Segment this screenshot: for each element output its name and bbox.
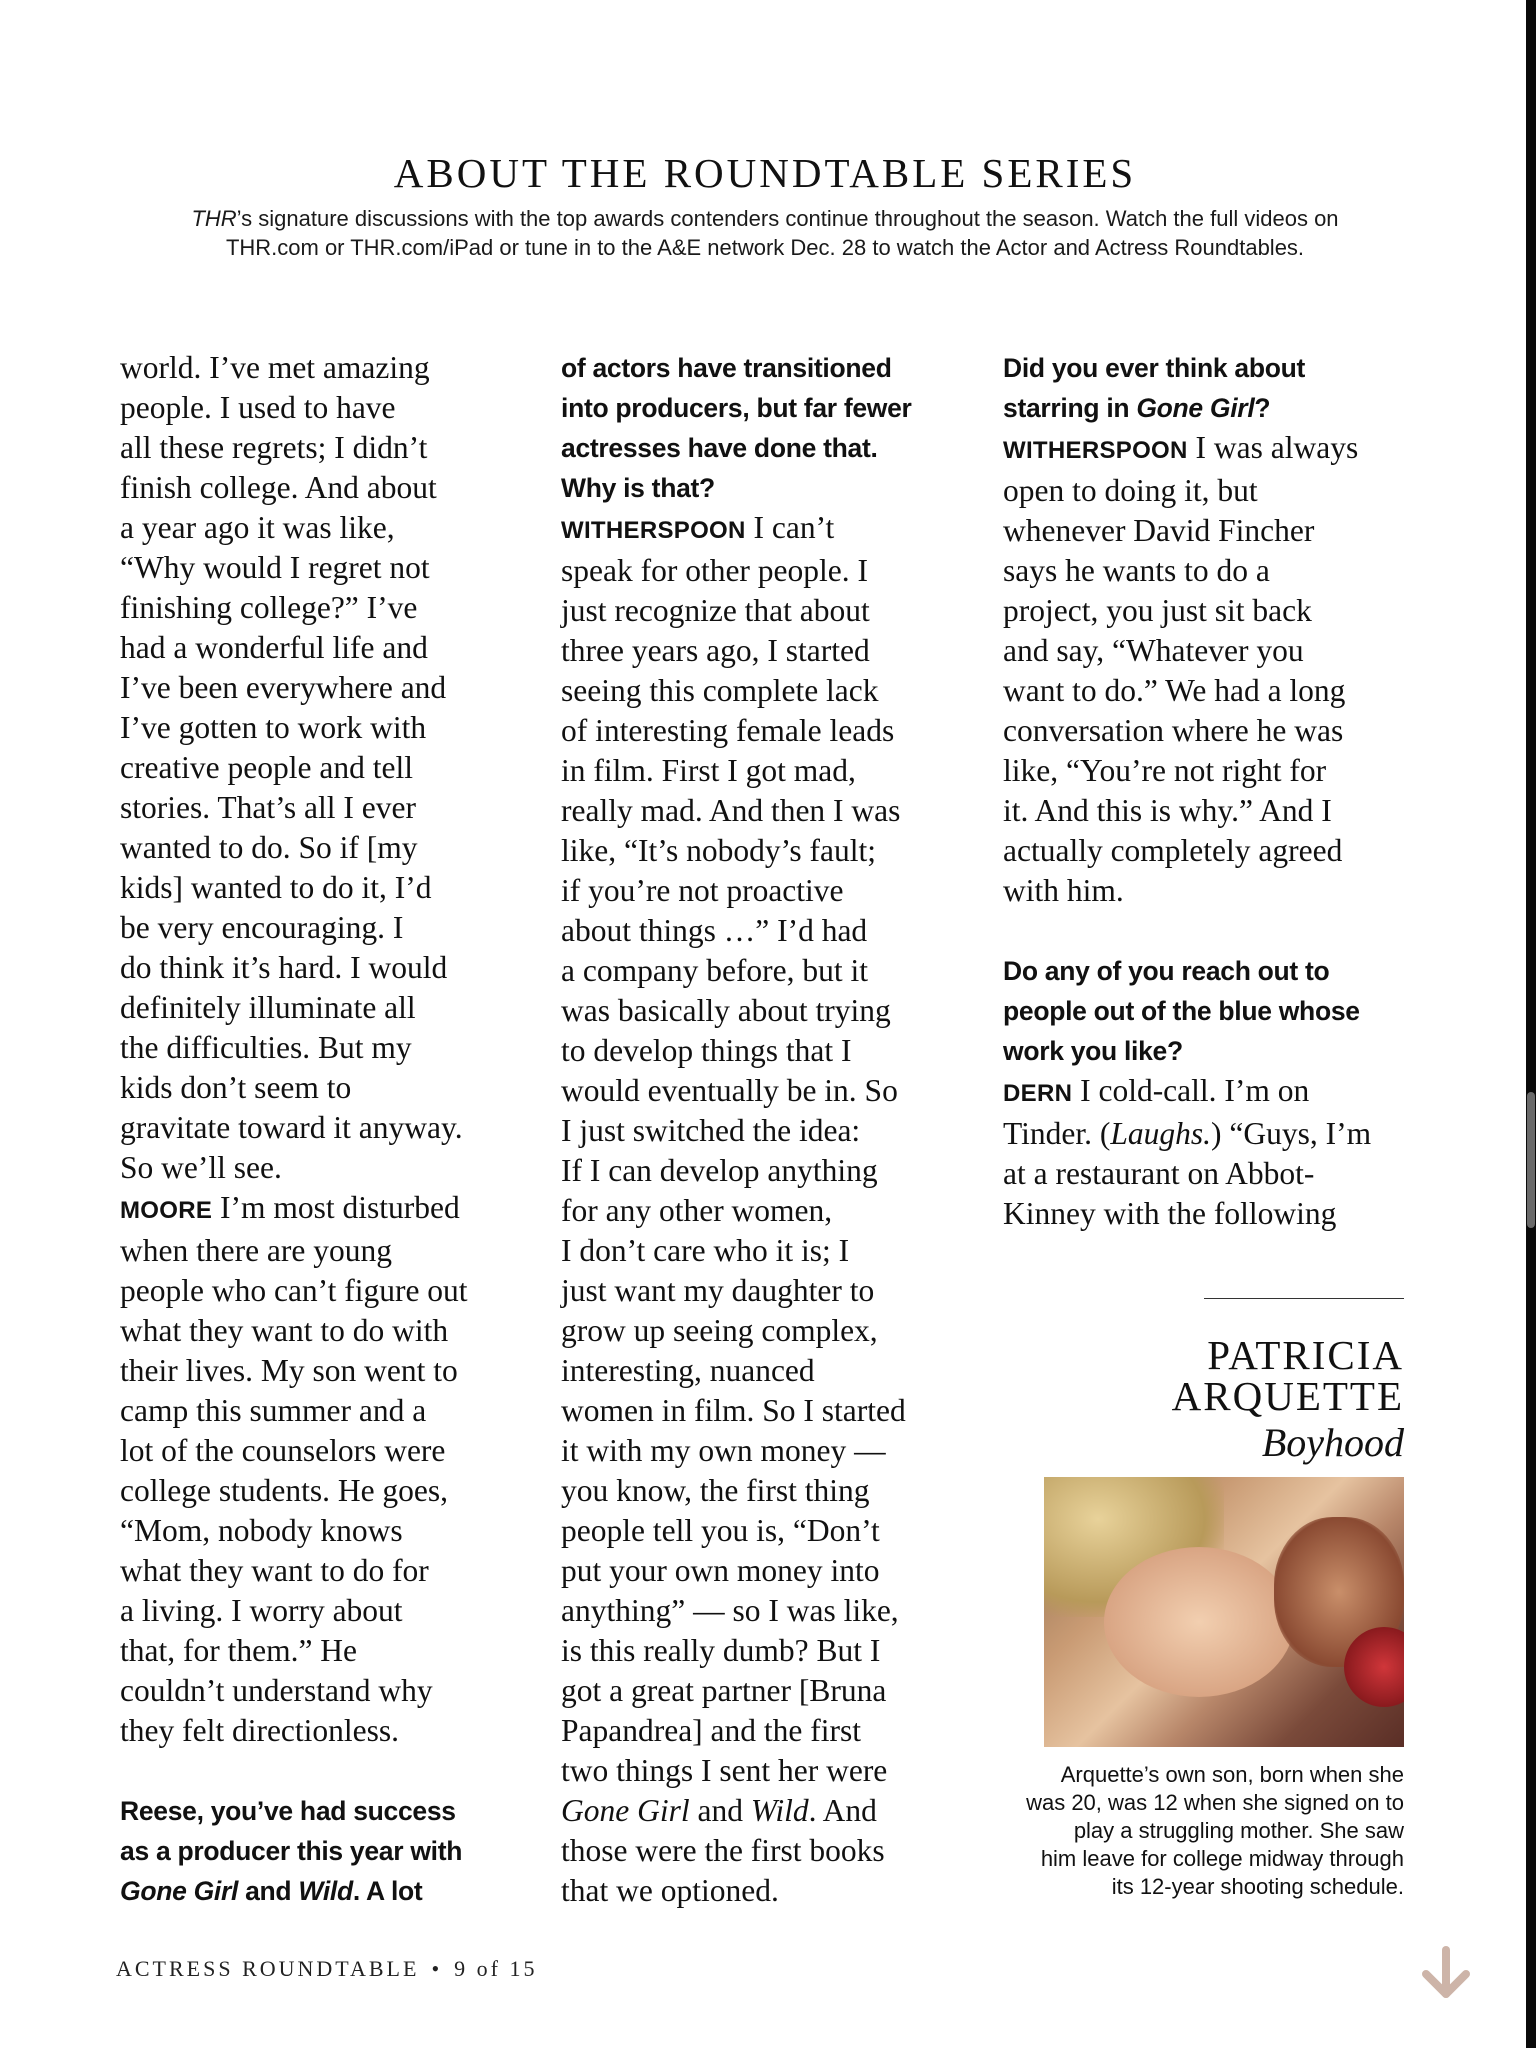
text-line: just recognize that about xyxy=(561,593,870,628)
film-title: Gone Girl xyxy=(1136,393,1255,423)
text-line: really mad. And then I was xyxy=(561,793,901,828)
text-line xyxy=(1003,428,1423,471)
text-line: three years ago, I started xyxy=(561,633,870,668)
text-line: a year ago it was like, xyxy=(120,510,395,545)
boyhood-still-photo xyxy=(1044,1477,1404,1747)
text-line: I’ve been everywhere and xyxy=(120,670,447,705)
text-line: world. I’ve met amazing xyxy=(120,350,430,385)
answer-text: and xyxy=(689,1793,751,1828)
question-text: . A lot xyxy=(352,1876,423,1906)
text-line: “Mom, nobody knows xyxy=(120,1513,403,1548)
caption-line: him leave for college midway through xyxy=(1040,1846,1404,1871)
moore-answer xyxy=(120,1188,540,1751)
answer-text: I was always xyxy=(1187,430,1359,465)
name-line: PATRICIA xyxy=(1207,1332,1404,1378)
text-line: college students. He goes, xyxy=(120,1473,449,1508)
text-line: and say, “Whatever you xyxy=(1003,633,1304,668)
text-line: at a restaurant on Abbot- xyxy=(1003,1156,1315,1191)
text-line: two things I sent her were xyxy=(561,1753,888,1788)
text-line: what they want to do with xyxy=(120,1313,449,1348)
text-line: wanted to do. So if [my xyxy=(120,830,418,865)
dern-answer xyxy=(1003,1071,1423,1234)
speaker-name: WITHERSPOON xyxy=(1003,437,1188,464)
text-line: If I can develop anything xyxy=(561,1153,878,1188)
question-text: and xyxy=(238,1876,299,1906)
film-title: Gone Girl xyxy=(120,1876,239,1906)
interview-question xyxy=(1003,348,1423,428)
text-line: lot of the counselors were xyxy=(120,1433,446,1468)
text-line: grow up seeing complex, xyxy=(561,1313,878,1348)
text-line: gravitate toward it anyway. xyxy=(120,1110,463,1145)
text-line: I’ve gotten to work with xyxy=(120,710,427,745)
answer-text: . And xyxy=(808,1793,877,1828)
speaker-name: WITHERSPOON xyxy=(561,517,746,544)
text-line: anything” — so I was like, xyxy=(561,1593,899,1628)
divider xyxy=(1204,1298,1404,1299)
question-line xyxy=(1003,388,1423,428)
text-line: kids don’t seem to xyxy=(120,1070,352,1105)
scrollbar[interactable] xyxy=(1526,0,1536,2048)
stage-direction: Laughs. xyxy=(1110,1116,1212,1151)
article-column-1 xyxy=(120,348,540,1911)
interview-question xyxy=(561,348,981,508)
answer-text: ) “Guys, I’m xyxy=(1211,1116,1372,1151)
speaker-name: MOORE xyxy=(120,1197,213,1224)
paragraph xyxy=(120,348,540,1188)
text-line: it with my own money — xyxy=(561,1433,886,1468)
text-line: those were the first books xyxy=(561,1833,885,1868)
page-number: 9 of 15 xyxy=(454,1956,538,1981)
text-line: like, “You’re not right for xyxy=(1003,753,1327,788)
question-line: Do any of you reach out to xyxy=(1003,956,1330,986)
section-label: ACTRESS ROUNDTABLE xyxy=(116,1956,420,1981)
question-line: actresses have done that. xyxy=(561,433,878,463)
article-column-2 xyxy=(561,348,981,1911)
footer-separator: • xyxy=(431,1956,443,1981)
series-desc-line1: ’s signature discussions with the top awards contenders continue throughout the season. Watch the full videos on xyxy=(236,206,1339,231)
caption-line: was 20, was 12 when she signed on to xyxy=(1026,1790,1404,1815)
text-line: had a wonderful life and xyxy=(120,630,428,665)
text-line: project, you just sit back xyxy=(1003,593,1312,628)
text-line: interesting, nuanced xyxy=(561,1353,815,1388)
text-line: if you’re not proactive xyxy=(561,873,844,908)
text-line: seeing this complete lack xyxy=(561,673,879,708)
question-line: work you like? xyxy=(1003,1036,1183,1066)
caption-line: play a struggling mother. She saw xyxy=(1073,1818,1404,1843)
text-line: a living. I worry about xyxy=(120,1593,403,1628)
text-line: Papandrea] and the first xyxy=(561,1713,862,1748)
film-title: Wild xyxy=(298,1876,353,1906)
question-line: into producers, but far fewer xyxy=(561,393,912,423)
text-line: people tell you is, “Don’t xyxy=(561,1513,880,1548)
text-line: camp this summer and a xyxy=(120,1393,427,1428)
text-line: their lives. My son went to xyxy=(120,1353,458,1388)
text-line: about things …” I’d had xyxy=(561,913,868,948)
text-line: want to do.” We had a long xyxy=(1003,673,1346,708)
series-title: ABOUT THE ROUNDTABLE SERIES xyxy=(393,150,1137,196)
text-line: finish college. And about xyxy=(120,470,437,505)
text-line: in film. First I got mad, xyxy=(561,753,856,788)
text-line: conversation where he was xyxy=(1003,713,1344,748)
text-line: women in film. So I started xyxy=(561,1393,906,1428)
text-line: I don’t care who it is; I xyxy=(561,1233,850,1268)
text-line: couldn’t understand why xyxy=(120,1673,433,1708)
speaker-name: DERN xyxy=(1003,1080,1073,1107)
text-line: is this really dumb? But I xyxy=(561,1633,881,1668)
text-line: that we optioned. xyxy=(561,1873,779,1908)
name-line: ARQUETTE xyxy=(1171,1373,1404,1419)
text-line: So we’ll see. xyxy=(120,1150,282,1185)
paragraph-gap xyxy=(1003,911,1423,951)
text-line: open to doing it, but xyxy=(1003,473,1258,508)
text-line: finishing college?” I’ve xyxy=(120,590,418,625)
photo-caption xyxy=(1003,1761,1404,1901)
text-line: people who can’t figure out xyxy=(120,1273,468,1308)
text-line xyxy=(1003,1114,1423,1154)
down-arrow-icon[interactable] xyxy=(1416,1944,1476,2004)
question-line: as a producer this year with xyxy=(120,1836,463,1866)
caption-line: Arquette’s own son, born when she xyxy=(1060,1762,1404,1787)
text-line xyxy=(120,1188,540,1231)
text-line: speak for other people. I xyxy=(561,553,869,588)
text-line: what they want to do for xyxy=(120,1553,429,1588)
question-line: of actors have transitioned xyxy=(561,353,892,383)
series-header xyxy=(140,150,1390,262)
text-line: was basically about trying xyxy=(561,993,891,1028)
answer-text: Tinder. ( xyxy=(1003,1116,1111,1151)
page-footer xyxy=(116,1956,537,1982)
text-line: whenever David Fincher xyxy=(1003,513,1315,548)
paragraph-gap xyxy=(120,1751,540,1791)
question-line: people out of the blue whose xyxy=(1003,996,1360,1026)
text-line: stories. That’s all I ever xyxy=(120,790,416,825)
interview-question xyxy=(1003,951,1423,1071)
film-title: Wild xyxy=(750,1793,809,1828)
series-desc-lead: THR xyxy=(191,206,237,231)
text-line: be very encouraging. I xyxy=(120,910,404,945)
text-line: kids] wanted to do it, I’d xyxy=(120,870,432,905)
interview-question xyxy=(120,1791,540,1911)
text-line: do think it’s hard. I would xyxy=(120,950,448,985)
series-desc-line2: THR.com or THR.com/iPad or tune in to the A&E network Dec. 28 to watch the Actor and Actress Roundtables. xyxy=(225,235,1305,260)
text-line: “Why would I regret not xyxy=(120,550,430,585)
text-line: they felt directionless. xyxy=(120,1713,400,1748)
witherspoon-answer xyxy=(561,508,981,1911)
text-line: actually completely agreed xyxy=(1003,833,1343,868)
text-line xyxy=(561,508,981,551)
series-description xyxy=(140,204,1390,262)
text-line: Kinney with the following xyxy=(1003,1196,1337,1231)
text-line xyxy=(561,1791,981,1831)
actress-sidebar xyxy=(1003,1298,1404,1901)
film-title: Gone Girl xyxy=(561,1793,690,1828)
text-line: definitely illuminate all xyxy=(120,990,416,1025)
actress-name xyxy=(1003,1332,1404,1419)
text-line: for any other women, xyxy=(561,1193,833,1228)
text-line: put your own money into xyxy=(561,1553,880,1588)
text-line: of interesting female leads xyxy=(561,713,895,748)
text-line: would eventually be in. So xyxy=(561,1073,898,1108)
question-text: starring in xyxy=(1003,393,1137,423)
caption-line: its 12-year shooting schedule. xyxy=(1111,1874,1404,1899)
answer-text: I’m most disturbed xyxy=(212,1190,460,1225)
scrollbar-thumb[interactable] xyxy=(1527,1092,1535,1228)
text-line: that, for them.” He xyxy=(120,1633,358,1668)
witherspoon-answer xyxy=(1003,428,1423,911)
text-line: when there are young xyxy=(120,1233,393,1268)
text-line: people. I used to have xyxy=(120,390,396,425)
question-line: Reese, you’ve had success xyxy=(120,1796,456,1826)
answer-text: I can’t xyxy=(745,510,835,545)
text-line: got a great partner [Bruna xyxy=(561,1673,887,1708)
text-line: I just switched the idea: xyxy=(561,1113,861,1148)
answer-text: I cold-call. I’m on xyxy=(1072,1073,1310,1108)
text-line: just want my daughter to xyxy=(561,1273,875,1308)
film-title: Boyhood xyxy=(1261,1420,1404,1465)
text-line xyxy=(1003,1071,1423,1114)
text-line: a company before, but it xyxy=(561,953,869,988)
article-column-3 xyxy=(1003,348,1423,1234)
question-line: Did you ever think about xyxy=(1003,353,1306,383)
text-line: all these regrets; I didn’t xyxy=(120,430,428,465)
text-line: you know, the first thing xyxy=(561,1473,870,1508)
question-line xyxy=(120,1871,540,1911)
question-text: ? xyxy=(1254,393,1271,423)
text-line: it. And this is why.” And I xyxy=(1003,793,1332,828)
text-line: with him. xyxy=(1003,873,1124,908)
text-line: says he wants to do a xyxy=(1003,553,1270,588)
text-line: the difficulties. But my xyxy=(120,1030,412,1065)
text-line: creative people and tell xyxy=(120,750,413,785)
text-line: to develop things that I xyxy=(561,1033,852,1068)
question-line: Why is that? xyxy=(561,473,715,503)
text-line: like, “It’s nobody’s fault; xyxy=(561,833,876,868)
